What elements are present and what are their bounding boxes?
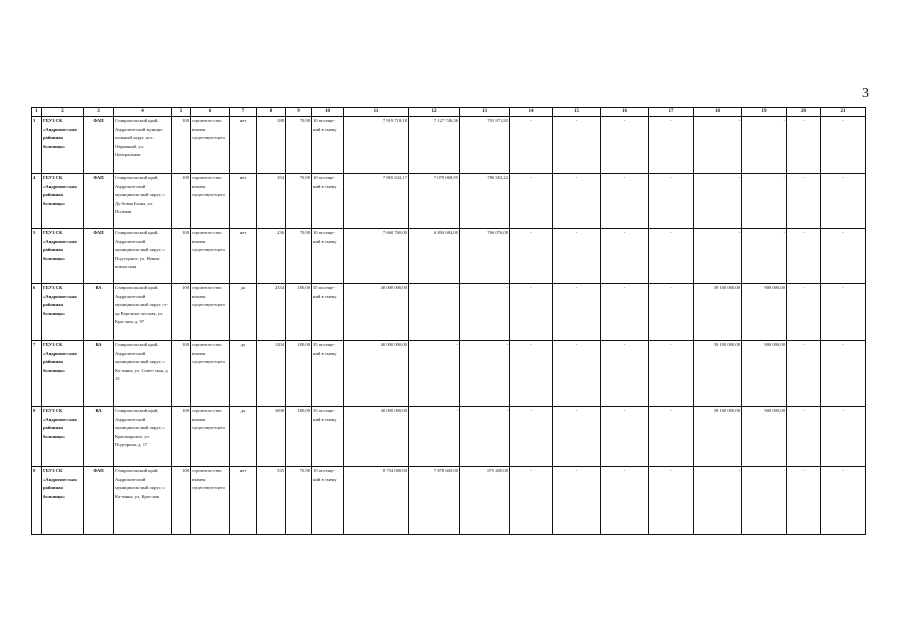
- table-row: [32, 229, 866, 284]
- work-type-cell: строитель-ство взамен существую-щего: [191, 117, 230, 174]
- work-type-cell: строитель-ство взамен существую-щего: [191, 284, 230, 341]
- total-cost-cell: 40 000 000,00: [344, 284, 409, 341]
- col-15-cell: -: [553, 341, 601, 407]
- col-16-cell: -: [601, 117, 649, 174]
- address-cell: Ставропольский край, Андропов-ский муниципаль-ный округ, с. Красноярское, ул. Подгорная, д. 17: [114, 407, 172, 467]
- col-14-cell: -: [510, 467, 553, 535]
- col-21-cell: -: [821, 284, 866, 341]
- total-cost-cell: 7 660 760,00: [344, 229, 409, 284]
- column-number-cell: 19: [742, 108, 787, 117]
- column-number-cell: 14: [510, 108, 553, 117]
- column-number-cell: 15: [553, 108, 601, 117]
- col-15-cell: -: [553, 229, 601, 284]
- cost-col-12-cell: 7 127 746,36: [409, 117, 460, 174]
- cost-col-12-cell: -: [409, 407, 460, 467]
- availability-cell: да: [230, 341, 257, 407]
- col-20-cell: -: [787, 341, 821, 407]
- capacity-percent-cell: 100: [172, 284, 191, 341]
- col-17-cell: -: [649, 174, 694, 229]
- table-row: [32, 174, 866, 229]
- availability-cell: нет: [230, 467, 257, 535]
- col-15-cell: -: [553, 467, 601, 535]
- facility-type-cell: ФАП: [84, 117, 114, 174]
- table-row: [32, 407, 866, 467]
- col-14-cell: -: [510, 407, 553, 467]
- cost-col-18-cell: 39 100 000,00: [694, 284, 742, 341]
- work-type-cell: строитель-ство взамен существую-щего: [191, 407, 230, 467]
- col-16-cell: -: [601, 284, 649, 341]
- capacity-percent-cell: 100: [172, 174, 191, 229]
- column-number-cell: 5: [172, 108, 191, 117]
- capacity-cell: 35 посеще-ний в смену: [312, 284, 344, 341]
- col-17-cell: -: [649, 284, 694, 341]
- col-20-cell: -: [787, 174, 821, 229]
- col-16-cell: -: [601, 229, 649, 284]
- population-cell: 354: [257, 174, 286, 229]
- column-number-row: [32, 108, 866, 117]
- column-number-cell: 9: [286, 108, 312, 117]
- area-cell: 180,00: [286, 341, 312, 407]
- address-cell: Ставропольский край, Андропов-ский муниципаль-ный округ, с. Ду-бовая Балка, ул. Полевая: [114, 174, 172, 229]
- address-cell: Ставропольский край, Андропов-ский муниципаль-ный округ, с. Под-горное, ул. Невин-номысская: [114, 229, 172, 284]
- population-cell: 1204: [257, 341, 286, 407]
- availability-cell: да: [230, 407, 257, 467]
- capacity-percent-cell: 100: [172, 229, 191, 284]
- col-17-cell: -: [649, 407, 694, 467]
- column-number-cell: 11: [344, 108, 409, 117]
- cost-col-12-cell: 6 894 684,00: [409, 229, 460, 284]
- population-cell: 1698: [257, 407, 286, 467]
- facility-type-cell: ФАП: [84, 174, 114, 229]
- column-number-cell: 7: [230, 108, 257, 117]
- col-21-cell: -: [821, 407, 866, 467]
- table-row: [32, 341, 866, 407]
- capacity-cell: 10 посеще-ний в смену: [312, 174, 344, 229]
- organization-name-cell: ГБУЗ СК «Андропов-ская районная больница»: [42, 229, 84, 284]
- area-cell: 70,90: [286, 117, 312, 174]
- area-cell: 180,00: [286, 284, 312, 341]
- cost-col-13-cell: -: [460, 341, 510, 407]
- cost-col-12-cell: 7 878 600,00: [409, 467, 460, 535]
- col-14-cell: -: [510, 229, 553, 284]
- table-row: [32, 467, 866, 535]
- col-15-cell: -: [553, 284, 601, 341]
- cost-col-18-cell: 39 100 000,00: [694, 341, 742, 407]
- column-number-cell: 3: [84, 108, 114, 117]
- column-number-cell: 1: [32, 108, 42, 117]
- col-16-cell: -: [601, 407, 649, 467]
- availability-cell: нет: [230, 117, 257, 174]
- col-17-cell: -: [649, 117, 694, 174]
- cost-col-12-cell: -: [409, 341, 460, 407]
- address-cell: Ставропольский край, Андропов-ский муници-пальный округ, пос. Овражный, ул. Центральная: [114, 117, 172, 174]
- col-16-cell: -: [601, 467, 649, 535]
- col-16-cell: -: [601, 341, 649, 407]
- col-17-cell: -: [649, 341, 694, 407]
- capacity-cell: 10 посеще-ний в смену: [312, 229, 344, 284]
- col-21-cell: -: [821, 229, 866, 284]
- row-number-cell: 3: [32, 117, 42, 174]
- col-17-cell: -: [649, 467, 694, 535]
- facility-type-cell: ВА: [84, 284, 114, 341]
- page-number: 3: [862, 86, 869, 101]
- column-number-cell: 18: [694, 108, 742, 117]
- investment-table: [31, 107, 866, 535]
- col-14-cell: -: [510, 341, 553, 407]
- cost-col-19-cell: 900 000,00: [742, 407, 787, 467]
- col-20-cell: -: [787, 229, 821, 284]
- cost-col-13-cell: 766 076,00: [460, 229, 510, 284]
- capacity-cell: 35 посеще-ний в смену: [312, 341, 344, 407]
- work-type-cell: строитель-ство взамен существую-щего: [191, 229, 230, 284]
- availability-cell: да: [230, 284, 257, 341]
- cost-col-18-cell: 39 100 000,00: [694, 407, 742, 467]
- population-cell: 2334: [257, 284, 286, 341]
- col-15-cell: -: [553, 117, 601, 174]
- availability-cell: нет: [230, 174, 257, 229]
- cost-col-13-cell: -: [460, 407, 510, 467]
- population-cell: 236: [257, 229, 286, 284]
- total-cost-cell: 7 865 632,17: [344, 174, 409, 229]
- row-number-cell: 4: [32, 174, 42, 229]
- col-15-cell: -: [553, 407, 601, 467]
- capacity-cell: 35 посеще-ний в смену: [312, 407, 344, 467]
- cost-col-18-cell: -: [694, 467, 742, 535]
- facility-type-cell: ФАП: [84, 467, 114, 535]
- cost-col-19-cell: 900 000,00: [742, 341, 787, 407]
- col-14-cell: -: [510, 284, 553, 341]
- area-cell: 180,00: [286, 407, 312, 467]
- column-number-cell: 4: [114, 108, 172, 117]
- capacity-cell: 10 посеще-ний в смену: [312, 117, 344, 174]
- area-cell: 70,90: [286, 467, 312, 535]
- col-20-cell: -: [787, 284, 821, 341]
- capacity-percent-cell: 100: [172, 117, 191, 174]
- organization-name-cell: ГБУЗ СК «Андропов-ская районная больница»: [42, 284, 84, 341]
- capacity-cell: 10 посеще-ний в смену: [312, 467, 344, 535]
- col-14-cell: -: [510, 174, 553, 229]
- address-cell: Ставропольский край, Андропов-ский муниципаль-ный округ, с. Ка-зинка, ул. Совет-ская, д. 15: [114, 341, 172, 407]
- col-20-cell: -: [787, 117, 821, 174]
- col-17-cell: -: [649, 229, 694, 284]
- cost-col-13-cell: 791 971,82: [460, 117, 510, 174]
- facility-type-cell: ФАП: [84, 229, 114, 284]
- col-14-cell: -: [510, 117, 553, 174]
- column-number-cell: 6: [191, 108, 230, 117]
- row-number-cell: 7: [32, 341, 42, 407]
- cost-col-19-cell: 900 000,00: [742, 284, 787, 341]
- col-20-cell: -: [787, 407, 821, 467]
- cost-col-18-cell: -: [694, 229, 742, 284]
- col-20-cell: -: [787, 467, 821, 535]
- column-number-cell: 20: [787, 108, 821, 117]
- facility-type-cell: ВА: [84, 407, 114, 467]
- area-cell: 70,90: [286, 229, 312, 284]
- cost-col-18-cell: -: [694, 174, 742, 229]
- cost-col-19-cell: -: [742, 229, 787, 284]
- cost-col-18-cell: -: [694, 117, 742, 174]
- row-number-cell: 6: [32, 284, 42, 341]
- column-number-cell: 2: [42, 108, 84, 117]
- address-cell: Ставропольский край, Андропов-ский муниципаль-ный округ, с. Ка-зинка, ул. Крас-ная: [114, 467, 172, 535]
- capacity-percent-cell: 100: [172, 407, 191, 467]
- cost-col-12-cell: -: [409, 284, 460, 341]
- table-row: [32, 117, 866, 174]
- column-number-cell: 16: [601, 108, 649, 117]
- work-type-cell: строитель-ство взамен существую-щего: [191, 341, 230, 407]
- col-21-cell: -: [821, 467, 866, 535]
- total-cost-cell: 8 754 000,00: [344, 467, 409, 535]
- cost-col-13-cell: -: [460, 284, 510, 341]
- work-type-cell: строитель-ство взамен существую-щего: [191, 467, 230, 535]
- col-21-cell: -: [821, 341, 866, 407]
- cost-col-13-cell: 875 400,00: [460, 467, 510, 535]
- organization-name-cell: ГБУЗ СК «Андропов-ская районная больница»: [42, 174, 84, 229]
- row-number-cell: 8: [32, 407, 42, 467]
- column-number-cell: 8: [257, 108, 286, 117]
- total-cost-cell: 40 000 000,00: [344, 341, 409, 407]
- organization-name-cell: ГБУЗ СК «Андропов-ская районная больница»: [42, 341, 84, 407]
- area-cell: 70,90: [286, 174, 312, 229]
- organization-name-cell: ГБУЗ СК «Андропов-ская районная больница»: [42, 467, 84, 535]
- col-21-cell: -: [821, 117, 866, 174]
- address-cell: Ставропольский край, Андропов-ский муниципаль-ный округ, ст-ца Воровско-лесская, ул. Крас-ная, д. 97: [114, 284, 172, 341]
- organization-name-cell: ГБУЗ СК «Андропов-ская районная больница»: [42, 117, 84, 174]
- row-number-cell: 5: [32, 229, 42, 284]
- col-16-cell: -: [601, 174, 649, 229]
- cost-col-19-cell: -: [742, 467, 787, 535]
- col-21-cell: -: [821, 174, 866, 229]
- row-number-cell: 9: [32, 467, 42, 535]
- population-cell: 188: [257, 117, 286, 174]
- column-number-cell: 17: [649, 108, 694, 117]
- cost-col-19-cell: -: [742, 174, 787, 229]
- cost-col-12-cell: 7 079 068,95: [409, 174, 460, 229]
- facility-type-cell: ВА: [84, 341, 114, 407]
- cost-col-19-cell: -: [742, 117, 787, 174]
- capacity-percent-cell: 100: [172, 341, 191, 407]
- column-number-cell: 13: [460, 108, 510, 117]
- population-cell: 535: [257, 467, 286, 535]
- capacity-percent-cell: 100: [172, 467, 191, 535]
- table-row: [32, 284, 866, 341]
- availability-cell: нет: [230, 229, 257, 284]
- col-15-cell: -: [553, 174, 601, 229]
- column-number-cell: 21: [821, 108, 866, 117]
- column-number-cell: 12: [409, 108, 460, 117]
- organization-name-cell: ГБУЗ СК «Андропов-ская районная больница»: [42, 407, 84, 467]
- cost-col-13-cell: 786 563,22: [460, 174, 510, 229]
- total-cost-cell: 7 919 718,18: [344, 117, 409, 174]
- work-type-cell: строитель-ство взамен существую-щего: [191, 174, 230, 229]
- total-cost-cell: 40 000 000,00: [344, 407, 409, 467]
- column-number-cell: 10: [312, 108, 344, 117]
